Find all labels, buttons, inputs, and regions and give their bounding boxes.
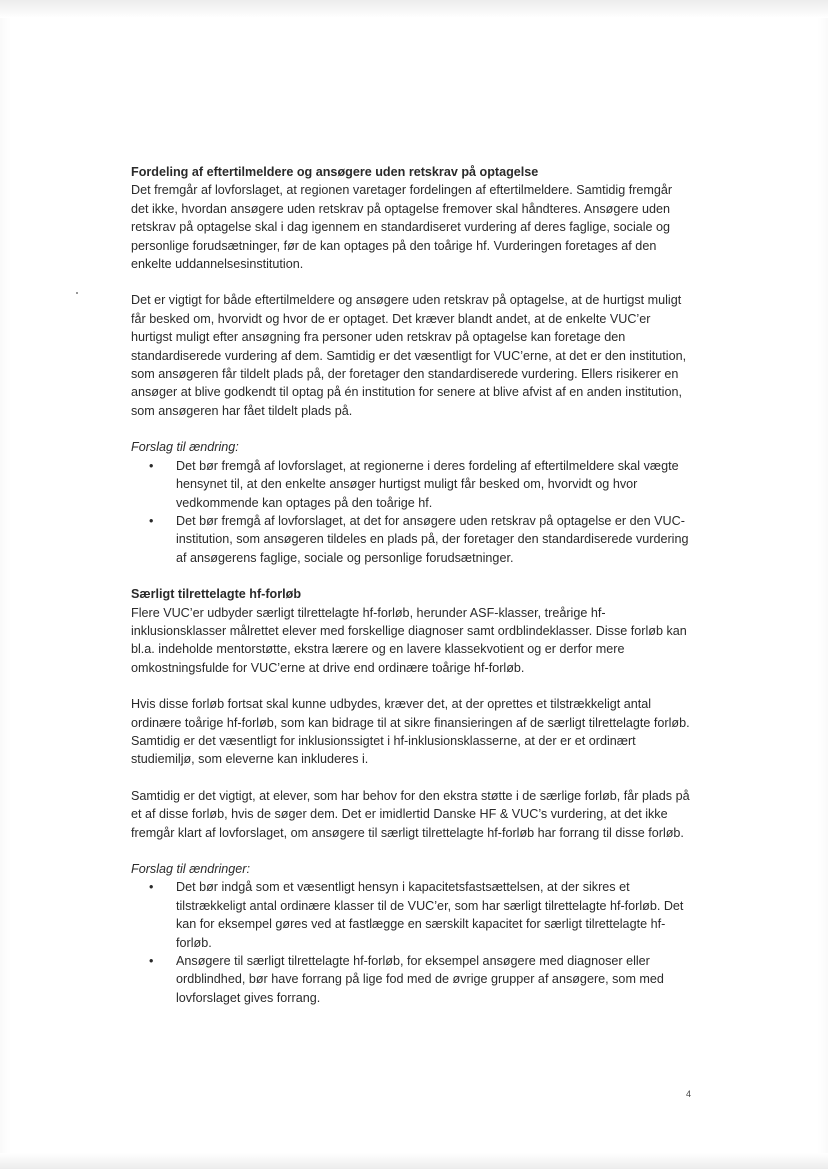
section-1	[131, 163, 691, 273]
page-number: 4	[686, 1089, 692, 1099]
paragraph: Det er vigtigt for både eftertilmeldere og ansøgere uden retskrav på optagelse, at de hurtigst muligt får besked om, hvorvidt og hvor de er optaget. Det kræver blandt andet, at de enkelte VUC’er hurtigst muligt efter ansøgning fra personer uden retskrav på optagelse kan foretage den standardiserede vurdering af dem. Samtidig er det væsentligt for VUC’erne, at det er den institution, som ansøgeren får tildelt plads på, der foretager den standardiserede vurdering. Ellers risikerer en ansøger at blive godkendt til optag på én institution for senere at blive afvist af en anden institution, som ansøgeren har fået tildelt plads på.	[131, 293, 687, 418]
list-item: • Det bør fremgå af lovforslaget, at regionerne i deres fordeling af eftertilmeldere skal vægte hensynet til, at den enkelte ansøger hurtigst muligt får besked om, hvorvidt og hvor vedkommende kan optages på den toårige hf.	[176, 457, 691, 512]
proposal-list	[131, 457, 691, 567]
list-item: • Ansøgere til særligt tilrettelagte hf-forløb, for eksempel ansøgere med diagnoser eller ordblindhed, bør have forrang på lige fod med de øvrige grupper af ansøgere, som med lovforslaget gives forrang.	[176, 952, 691, 1007]
section-2	[131, 585, 691, 677]
proposal-label: Forslag til ændring:	[131, 440, 239, 455]
proposal-label: Forslag til ændringer:	[131, 862, 250, 876]
paragraph: Flere VUC’er udbyder særligt tilrettelagte hf-forløb, herunder ASF-klasser, treårige hf-inklusionsklasser målrettet elever med forskellige diagnoser samt ordblindeklasser. Disse forløb kan bl.a. indeholde mentorstøtte, ekstra lærere og en lavere klassekvotient og er derfor mere omkostningsfulde for VUC’erne at drive end ordinære toårige hf-forløb.	[131, 605, 687, 675]
scan-speck	[76, 292, 78, 294]
section-heading: Fordeling af eftertilmeldere og ansøgere uden retskrav på optagelse	[131, 165, 539, 179]
list-item: • Det bør indgå som et væsentligt hensyn i kapacitetsfastsættelsen, at der sikres et tilstrækkeligt antal ordinære klasser til de VUC’er, som har særligt tilrettelagte hf-forløb. Det kan for eksempel gøres ved at fastlægge en særskilt kapacitet for særligt tilrettelagte hf-forløb.	[176, 878, 691, 952]
scan-bottom-edge	[0, 1153, 828, 1169]
proposal-list	[131, 878, 691, 1007]
section-heading: Særligt tilrettelagte hf-forløb	[131, 587, 302, 602]
scan-top-edge	[0, 0, 828, 18]
list-item: • Det bør fremgå af lovforslaget, at det for ansøgere uden retskrav på optagelse er den VUC-institution, som ansøgeren tildeles en plads på, der foretager den standardiserede vurdering af ansøgerens faglige, sociale og personlige forudsætninger.	[176, 512, 691, 567]
document-body	[131, 163, 691, 1025]
paragraph: Hvis disse forløb fortsat skal kunne udbydes, kræver det, at der oprettes et tilstrækkeligt antal ordinære toårige hf-forløb, som kan bidrage til at sikre finansieringen af de særligt tilrettelagte forløb. Samtidig er det væsentligt for inklusionssigtet i hf-inklusionsklasserne, at der er et ordinært studiemiljø, som eleverne kan inkluderes i.	[131, 697, 690, 767]
paragraph: Det fremgår af lovforslaget, at regionen varetager fordelingen af eftertilmeldere. Samtidig fremgår det ikke, hvordan ansøgere uden retskrav på optagelse fremover skal håndteres. Ansøgere uden retskrav på optagelse skal i dag igennem en standardiseret vurdering af deres faglige, sociale og personlige forudsætninger, før de kan optages på den toårige hf. Vurderingen foretages af den enkelte uddannelsesinstitution.	[131, 183, 673, 272]
paragraph: Samtidig er det vigtigt, at elever, som har behov for den ekstra støtte i de særlige forløb, får plads på et af disse forløb, hvis de søger dem. Det er imidlertid Danske HF & VUC’s vurdering, at det ikke fremgår klart af lovforslaget, om ansøgere til særligt tilrettelagte hf-forløb har forrang til disse forløb.	[131, 788, 690, 840]
